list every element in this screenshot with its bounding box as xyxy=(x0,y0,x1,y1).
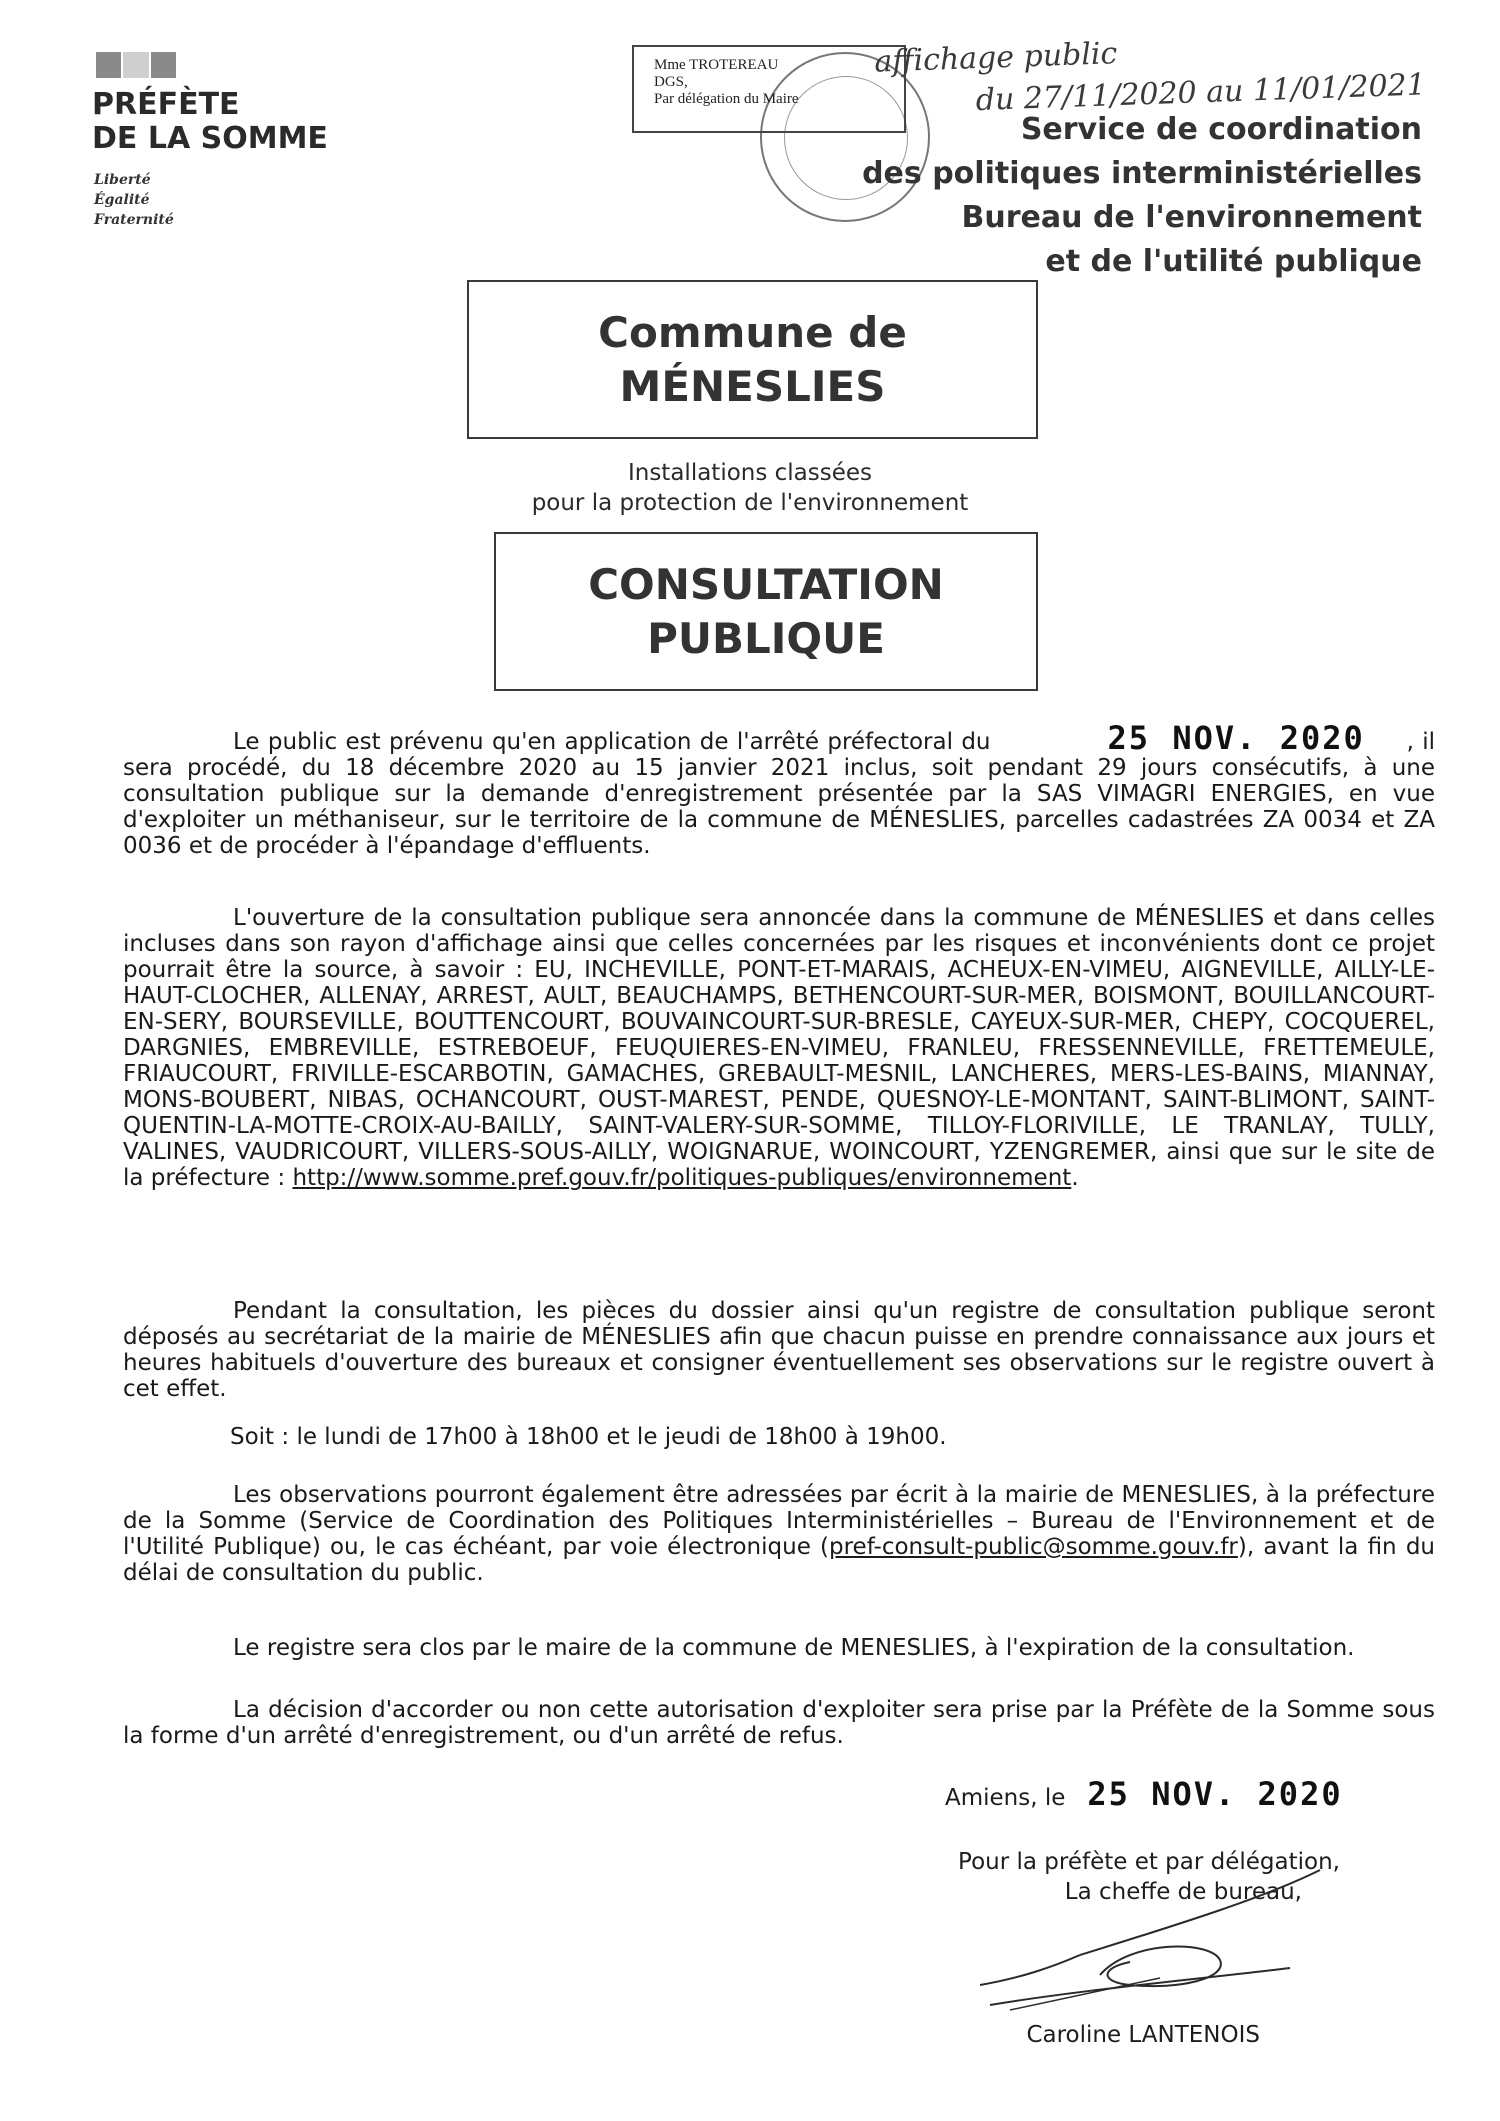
subtitle-line-1: Installations classées xyxy=(627,460,873,486)
commune-name: MÉNESLIES xyxy=(619,362,886,411)
stamp-line-2: DGS, xyxy=(654,74,688,90)
signatory-name: Caroline LANTENOIS xyxy=(1026,2022,1260,2048)
logo-band-middle xyxy=(123,52,148,78)
arrete-date-stamp: 25 NOV. 2020 xyxy=(1107,719,1365,757)
signature-date-stamp: 25 NOV. 2020 xyxy=(1087,1775,1343,1813)
stamp-line-1: Mme TROTEREAU xyxy=(654,57,779,73)
p1-text-after: , il sera procédé, du 18 décembre 2020 au 15 janvier 2021 inclus, soit pendant 29 jours consécutifs, à une consultation publique sur la demande d'enregistrement présentée par la SAS VIMAGRI ENERGIES, en vue d'exploiter un méthaniseur, sur le territoire de la commune de MÉNESLIES, parcelles cadastrées ZA 0034 et ZA 0036 et de procéder à l'épandage d'effluents. xyxy=(123,729,1436,859)
devise-fraternite: Fraternité xyxy=(94,212,174,228)
p7-text: La décision d'accorder ou non cette autorisation d'exploiter sera prise par la Préfète de la Somme sous la forme d'un arrêté d'enregistrement, ou d'un arrêté de refus. xyxy=(123,1697,1435,1749)
place-date xyxy=(945,1776,1343,1816)
place-label: Amiens, le xyxy=(945,1785,1066,1811)
delegation-line-1: Pour la préfète et par délégation, xyxy=(958,1849,1340,1875)
paragraph-registre xyxy=(123,1635,1435,1661)
p5-text-before: Les observations pourront également être adressées par écrit à la mairie de MENESLIES, à la préfecture de la Somme (Service de Coordination des Politiques Interministérielles – Bureau de l'Environnement et de l'Utilité Publique) ou, le cas échéant, par voie électronique ( xyxy=(123,1482,1435,1560)
paragraph-horaires xyxy=(230,1424,1435,1450)
subtitle-line-2: pour la protection de l'environnement xyxy=(531,490,969,516)
devise-egalite: Égalité xyxy=(94,192,150,208)
stamp-line-3: Par délégation du Maire xyxy=(654,91,799,107)
consult-email-link[interactable]: pref-consult-public@somme.gouv.fr xyxy=(829,1534,1238,1560)
p3-text: Pendant la consultation, les pièces du dossier ainsi qu'un registre de consultation publique seront déposés au secrétariat de la mairie de MÉNESLIES afin que chacun puisse en prendre connaissance aux jours et heures habituels d'ouverture des bureaux et consigner éventuellement ses observations sur le registre ouvert à cet effet. xyxy=(123,1298,1435,1402)
prefecture-title xyxy=(92,88,328,156)
commune-label: Commune de xyxy=(598,308,907,357)
delegation-line-2: La cheffe de bureau, xyxy=(1064,1879,1302,1905)
service-line-2: des politiques interministérielles xyxy=(862,156,1422,191)
subtitle xyxy=(0,458,1500,518)
p4-text: Soit : le lundi de 17h00 à 18h00 et le jeudi de 18h00 à 19h00. xyxy=(230,1424,947,1450)
devise-liberte: Liberté xyxy=(94,172,151,188)
p6-text: Le registre sera clos par le maire de la commune de MENESLIES, à l'expiration de la consultation. xyxy=(233,1635,1355,1661)
paragraph-observations xyxy=(123,1482,1435,1586)
handwritten-signature xyxy=(960,1860,1340,2040)
service-header xyxy=(862,108,1422,284)
prefecture-line-1: PRÉFÈTE xyxy=(92,87,240,122)
paragraph-dossier xyxy=(123,1298,1435,1402)
prefecture-line-2: DE LA SOMME xyxy=(92,121,328,156)
p5-text-after: ), avant la fin du délai de consultation du public. xyxy=(123,1534,1435,1586)
paragraph-communes: L'ouverture de la consultation publique sera annoncée dans la commune de MÉNESLIES et dans celles incluses dans son rayon d'affichage ainsi que celles concernées par les risques et inconvénients dont ce projet pourrait être la source, à savoir : EU, INCHEVILLE, PONT-ET-MARAIS, ACHEUX-EN-VIMEU, AIGNEVILLE, AILLY-LE-HAUT-CLOCHER, ALLENAY, ARREST, AULT, BEAUCHAMPS, BETHENCOURT-SUR-MER, BOISMONT, BOUILLANCOURT-EN-SERY, BOURSEVILLE, BOUTTENCOURT, BOUVAINCOURT-SUR-BRESLE, CAYEUX-SUR-MER, CHEPY, COCQUEREL, DARGNIES, EMBREVILLE, ESTREBOEUF, FEUQUIERES-EN-VIMEU, FRANLEU, FRESSENNEVILLE, FRETTEMEULE, FRIAUCOURT, FRIVILLE-ESCARBOTIN, GAMACHES, GREBAULT-MESNIL, LANCHERES, MERS-LES-BAINS, MIANNAY, MONS-BOUBERT, NIBAS, OCHANCOURT, OUST-MAREST, PENDE, QUESNOY-LE-MONTANT, SAINT-BLIMONT, SAINT-QUENTIN-LA-MOTTE-CROIX-AU-BAILLY, SAINT-VALERY-SUR-SOMME, TILLOY-FLORIVILLE, LE TRANLAY, TULLY, VALINES, VAUDRICOURT, VILLERS-SOUS-AILLY, WOIGNARUE, WOINCOURT, YZENGREMER, ainsi que sur le site de la préfecture : http://www.somme.pref.gouv.fr/politiques-publiques/environnement. xyxy=(123,905,1435,1191)
logo-band-left xyxy=(96,52,121,78)
consultation-box xyxy=(494,532,1038,691)
p1-text-before: Le public est prévenu qu'en application de l'arrêté préfectoral du xyxy=(233,729,991,755)
prefecture-url-link[interactable]: http://www.somme.pref.gouv.fr/politiques-publiques/environnement xyxy=(292,1165,1072,1191)
consultation-line-1: CONSULTATION xyxy=(588,560,944,609)
service-line-4: et de l'utilité publique xyxy=(1045,244,1422,279)
paragraph-decision xyxy=(123,1697,1435,1749)
devise xyxy=(94,170,174,230)
paragraph-arrete xyxy=(123,719,1436,859)
consultation-line-2: PUBLIQUE xyxy=(647,614,885,663)
marianne-logo xyxy=(96,52,176,78)
logo-band-right xyxy=(151,52,176,78)
commune-box xyxy=(467,280,1038,439)
handwritten-line-2: du 27/11/2020 au 11/01/2021 xyxy=(975,67,1427,119)
service-line-1: Service de coordination xyxy=(1020,112,1422,147)
handwritten-line-1: affichage public xyxy=(873,36,1118,80)
service-line-3: Bureau de l'environnement xyxy=(961,200,1422,235)
p2-text: L'ouverture de la consultation publique sera annoncée dans la commune de MÉNESLIES et dans celles incluses dans son rayon d'affichage ainsi que celles concernées par les risques et inconvénients dont ce projet pourrait être la source, à savoir : EU, INCHEVILLE, PONT-ET-MARAIS, ACHEUX-EN-VIMEU, AIGNEVILLE, AILLY-LE-HAUT-CLOCHER, ALLENAY, ARREST, AULT, BEAUCHAMPS, BETHENCOURT-SUR-MER, BOISMONT, BOUILLANCOURT-EN-SERY, BOURSEVILLE, BOUTTENCOURT, BOUVAINCOURT-SUR-BRESLE, CAYEUX-SUR-MER, CHEPY, COCQUEREL, DARGNIES, EMBREVILLE, ESTREBOEUF, FEUQUIERES-EN-VIMEU, FRANLEU, FRESSENNEVILLE, FRETTEMEULE, FRIAUCOURT, FRIVILLE-ESCARBOTIN, GAMACHES, GREBAULT-MESNIL, LANCHERES, MERS-LES-BAINS, MIANNAY, MONS-BOUBERT, NIBAS, OCHANCOURT, OUST-MAREST, PENDE, QUESNOY-LE-MONTANT, SAINT-BLIMONT, SAINT-QUENTIN-LA-MOTTE-CROIX-AU-BAILLY, SAINT-VALERY-SUR-SOMME, TILLOY-FLORIVILLE, LE TRANLAY, TULLY, VALINES, VAUDRICOURT, VILLERS-SOUS-AILLY, WOIGNARUE, WOINCOURT, YZENGREMER, ainsi que sur le site de la préfecture : xyxy=(123,905,1435,1191)
